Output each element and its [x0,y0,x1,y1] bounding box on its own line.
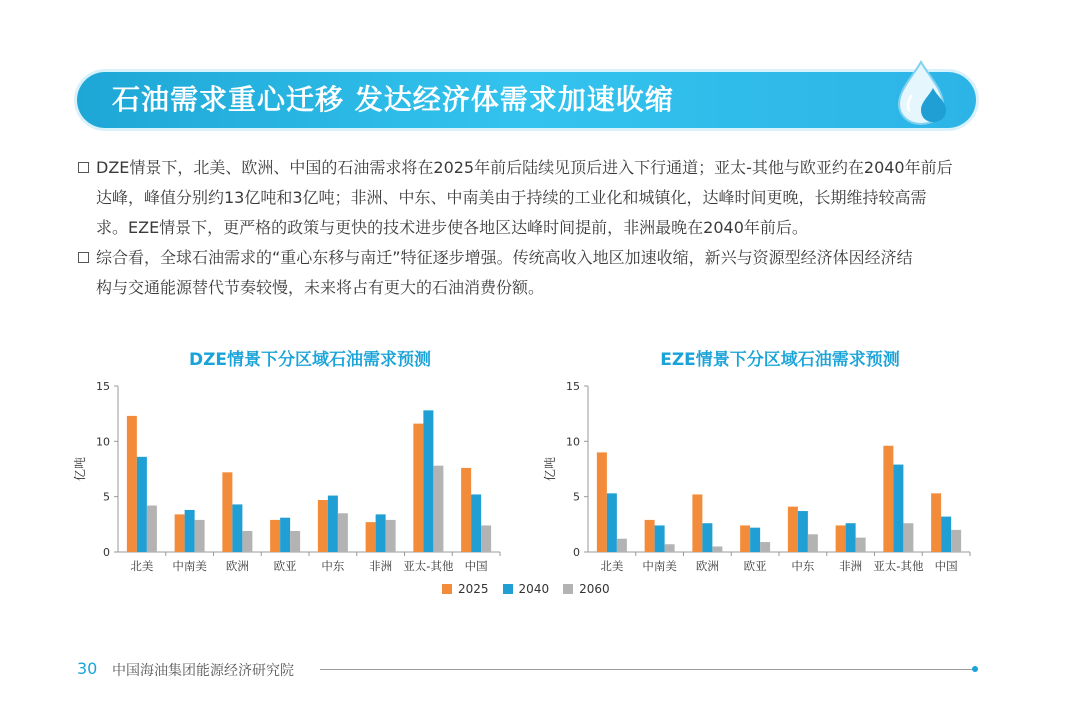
x-tick-label: 欧亚 [743,559,767,573]
y-tick-label: 5 [573,490,580,504]
chart-title-dze: DZE情景下分区域石油需求预测 [188,350,432,370]
bar-2025-北美 [597,452,607,552]
x-tick-label: 中东 [791,559,815,573]
y-tick-label: 15 [566,380,580,393]
water-drop-icon [893,58,955,128]
bar-2025-欧洲 [692,494,702,552]
bar-2060-中南美 [195,520,205,552]
bar-2040-中东 [798,511,808,552]
chart-legend [442,580,624,598]
x-tick-label: 中南美 [172,559,207,573]
bar-2025-中南美 [175,514,185,552]
paragraph-line: DZE情景下，北美、欧洲、中国的石油需求将在2025年前后陆续见顶后进入下行通道；亚太-其他与欧亚约在2040年前后 [96,158,953,177]
x-tick-label: 北美 [130,559,154,573]
y-axis-label: 亿吨 [73,456,87,482]
eze-bar-chart [530,370,990,580]
chart-title-eze: EZE情景下分区域石油需求预测 [660,350,900,370]
x-tick-label: 中国 [934,559,958,573]
bar-2060-北美 [617,539,627,552]
page-number: 30 [77,659,98,678]
page-title: 石油需求重心迁移 发达经济体需求加速收缩 [112,83,674,116]
bar-2025-中国 [931,493,941,552]
legend-item-2040 [503,582,550,596]
legend-swatch [563,584,573,594]
y-axis-label: 亿吨 [543,456,557,482]
bar-2040-欧洲 [232,504,242,552]
bar-2040-中南美 [655,525,665,552]
bar-2060-欧洲 [712,546,722,552]
bar-2025-中南美 [645,520,655,552]
bar-2040-中南美 [185,510,195,552]
x-tick-label: 非洲 [839,559,863,573]
bar-2040-亚太-其他 [423,410,433,552]
x-tick-label: 亚太-其他 [873,559,924,573]
footer-dot [972,666,978,672]
x-tick-label: 欧洲 [695,559,719,573]
bar-2060-非洲 [856,538,866,552]
x-tick-label: 北美 [600,559,624,573]
x-tick-label: 欧洲 [225,559,249,573]
bar-2025-中东 [788,507,798,552]
bar-2025-亚太-其他 [413,424,423,552]
bar-2025-亚太-其他 [883,446,893,552]
bar-2040-欧洲 [702,523,712,552]
bar-2060-中东 [338,513,348,552]
bar-2060-欧洲 [242,531,252,552]
y-tick-label: 15 [96,380,110,393]
legend-label: 2040 [518,582,550,596]
footer-organization: 中国海油集团能源经济研究院 [112,663,294,679]
bar-2040-中国 [941,517,951,552]
dze-bar-chart [60,370,520,580]
y-tick-label: 0 [103,546,110,559]
bar-2060-中东 [808,534,818,552]
x-tick-label: 中南美 [642,559,677,573]
bar-2060-北美 [147,506,157,552]
paragraph-line: 综合看，全球石油需求的“重心东移与南迁”特征逐步增强。传统高收入地区加速收缩，新兴与资源型经济体因经济结 [96,248,913,267]
legend-swatch [442,584,452,594]
bar-2040-中东 [328,496,338,552]
bar-2025-欧亚 [740,525,750,552]
legend-label: 2025 [458,582,489,596]
bar-2040-欧亚 [280,518,290,552]
bar-2025-欧亚 [270,520,280,552]
bullet-paragraph-1 [78,153,983,243]
y-tick-label: 5 [103,490,110,504]
bar-2040-北美 [137,457,147,552]
y-tick-label: 0 [573,546,580,559]
bar-2060-中国 [481,525,491,552]
x-tick-label: 非洲 [369,559,393,573]
x-tick-label: 中国 [464,559,488,573]
bar-2025-非洲 [366,522,376,552]
bar-2040-欧亚 [750,528,760,552]
bar-2040-非洲 [846,523,856,552]
bar-2060-非洲 [386,520,396,552]
legend-item-2060 [563,582,610,596]
bar-2060-欧亚 [760,542,770,552]
bar-2025-欧洲 [222,472,232,552]
y-tick-label: 10 [96,435,110,449]
x-tick-label: 中东 [321,559,345,573]
y-tick-label: 10 [566,435,580,449]
legend-item-2025 [442,582,489,596]
checkbox-square-icon [78,162,89,173]
bar-2040-北美 [607,493,617,552]
bar-2060-中南美 [665,544,675,552]
paragraph-line: 达峰，峰值分别约13亿吨和3亿吨；非洲、中东、中南美由于持续的工业化和城镇化，达峰时间更晚，长期维持较高需 [96,188,927,207]
x-tick-label: 亚太-其他 [403,559,454,573]
legend-swatch [503,584,513,594]
footer-divider [320,669,974,670]
bar-2025-非洲 [836,525,846,552]
bar-2060-亚太-其他 [903,523,913,552]
x-tick-label: 欧亚 [273,559,297,573]
paragraph-line: 求。EZE情景下，更严格的政策与更快的技术进步使各地区达峰时间提前，非洲最晚在2040年前后。 [96,218,808,237]
bar-2040-非洲 [376,514,386,552]
bar-2025-中国 [461,468,471,552]
bar-2040-中国 [471,494,481,552]
legend-label: 2060 [579,582,610,596]
bar-2060-亚太-其他 [433,466,443,552]
bar-2060-中国 [951,530,961,552]
checkbox-square-icon [78,252,89,263]
bar-2025-北美 [127,416,137,552]
paragraph-line: 构与交通能源替代节奏较慢，未来将占有更大的石油消费份额。 [96,278,545,297]
bar-2025-中东 [318,500,328,552]
bullet-paragraph-2 [78,243,983,303]
bar-2060-欧亚 [290,531,300,552]
bar-2040-亚太-其他 [893,465,903,552]
